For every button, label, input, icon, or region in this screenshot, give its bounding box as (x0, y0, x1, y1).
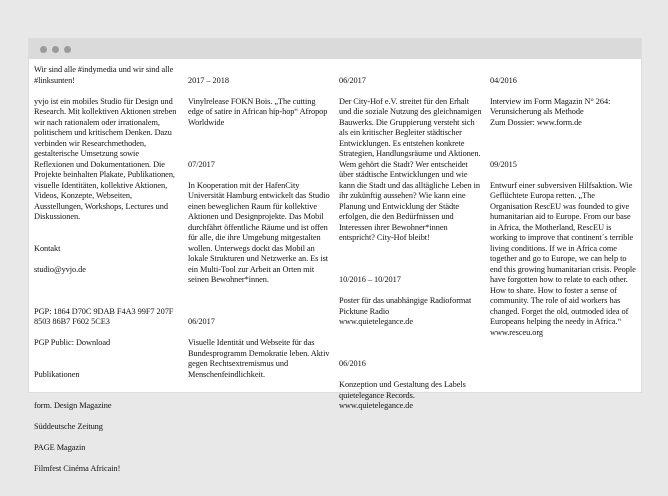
entry-text: Interview im Form Magazin N° 264: Verunsicherung als Methode Zum Dossier: www.form.de (490, 96, 611, 127)
project-entry (188, 149, 331, 296)
entry-date: 07/2017 (188, 159, 215, 169)
publication-item: PAGE Magazin (34, 443, 86, 452)
project-entry (490, 65, 636, 139)
entry-text: Vinylrelease FOKN Bois. „The cutting edge of satire in African hip-hop“ Afropop Worldwide (188, 96, 328, 127)
publication-item: Süddeutsche Zeitung (34, 422, 103, 431)
entry-date: 06/2017 (339, 75, 366, 85)
column-projects-3 (490, 65, 636, 359)
entry-date: 06/2016 (339, 359, 366, 368)
entry-date: 2017 – 2018 (188, 75, 229, 85)
window-titlebar (29, 39, 641, 59)
publication-item: form. Design Magazine (34, 401, 112, 410)
project-entry (339, 65, 482, 254)
browser-window (29, 39, 641, 473)
pgp-block (34, 296, 177, 359)
entry-text: Konzeption und Gestaltung des Labels quietelegance Records. www.quietelegance.de (339, 380, 466, 410)
entry-date: 10/2016 – 10/2017 (339, 275, 401, 284)
contact-email-link[interactable]: studio@yvjo.de (34, 264, 86, 274)
entry-text: Poster für das unabhängige Radioformat Picktune Radio www.quietelegance.de (339, 296, 472, 326)
publication-item: Filmfest Cinéma Africain! (34, 464, 121, 473)
pgp-fingerprint: PGP: 1864 D70C 9DAB F4A3 99F7 207F 8503 86B7 F602 5CE3 (34, 306, 174, 326)
publications-heading: Publikationen (34, 369, 80, 379)
project-entry (490, 149, 636, 349)
project-entry (339, 349, 482, 423)
minimize-dot-icon[interactable] (52, 46, 59, 53)
pgp-download-link[interactable]: PGP Public: Download (34, 338, 111, 347)
column-about (34, 65, 177, 496)
entry-date: 04/2016 (490, 75, 517, 85)
project-entry (188, 65, 331, 139)
close-dot-icon[interactable] (40, 46, 47, 53)
entry-date: 06/2017 (188, 317, 215, 326)
column-projects-2 (339, 65, 482, 433)
publications-list (34, 391, 177, 486)
about-text: yvjo ist ein mobiles Studio für Design und Research. Mit kollektiven Aktionen streben wir nach rationalem oder irrationalem, politischem und kritischem Denken. Dazu verbinden wir Researchmethoden, gestalterische Umsetzung sowie Reflexionen und Dokumentationen. Die Projekte beinhalten Plakate, Publikationen, visuelle Identitäten, kollektive Aktionen, Videos, Konzepte, Webseiten, Ausstellungen, Workshops, Lectures und Diskussionen. (34, 96, 177, 221)
intro-text: Wir sind alle #indymedia und wir sind alle #linksunten! (34, 65, 174, 85)
entry-text: Entwurf einer subversiven Hilfsaktion. Wie Geflüchtete Europa retten. „The Organisation RescEU was founded to give humanitarian aid to Europe. From our base in Africa, the Motherland, RescEU is working to improve that continent´s terrible living conditions. If we in Africa come together and go to Europe, we can help to end this growing humanitarian crisis. People have forgotten how to relate to each other. How to share. How to foster a sense of community. The role of aid workers has changed. Forget the old, outmoded idea of Europeans helping the needy in Africa.“ www.resceu.org (490, 180, 636, 337)
project-entry (339, 265, 482, 339)
contact-block (34, 233, 177, 286)
column-projects-1 (188, 65, 331, 401)
maximize-dot-icon[interactable] (64, 46, 71, 53)
entry-date: 09/2015 (490, 159, 517, 169)
entry-text: Visuelle Identität und Webseite für das Bundesprogramm Demokratie leben. Aktiv gegen Rechtsextremismus und Menschenfeindlichkeit. (188, 338, 330, 379)
contact-heading: Kontakt (34, 243, 61, 253)
project-entry (188, 307, 331, 391)
entry-text: Der City-Hof e.V. streitet für den Erhalt und die soziale Nutzung des gleichnamigen Bauwerks. Die Gruppierung versteht sich als ein kritischer Begleiter städtischer Entwicklungen. Es entstehen konkrete Strategien, Handlungsräume und Aktionen. Wem gehört die Stadt? Wer entscheidet über städtische Entwicklungen und wie kann die Stadt und das alltägliche Leben in ihr zukünftig aussehen? Wie kann eine Planung und Entwicklung der Städte erfolgen, die den Bedürfnissen und Interessen ihrer Bewohner*innen entspricht? City-Hof bleibt! (339, 96, 482, 242)
page-content (29, 65, 641, 473)
entry-text: In Kooperation mit der HafenCity Universität Hamburg entwickelt das Studio einen beweglichen Raum für kollektive Aktionen und Designprojekte. Das Mobil durchfährt öffentliche Räume und ist offen für alle, die ihre Umgebung mitgestalten wollen. Unterwegs dockt das Mobil an lokale Strukturen und Netzwerke an. Es ist ein Multi-Tool zur Arbeit an Orten mit seinen Bewohner*innen. (188, 180, 330, 284)
